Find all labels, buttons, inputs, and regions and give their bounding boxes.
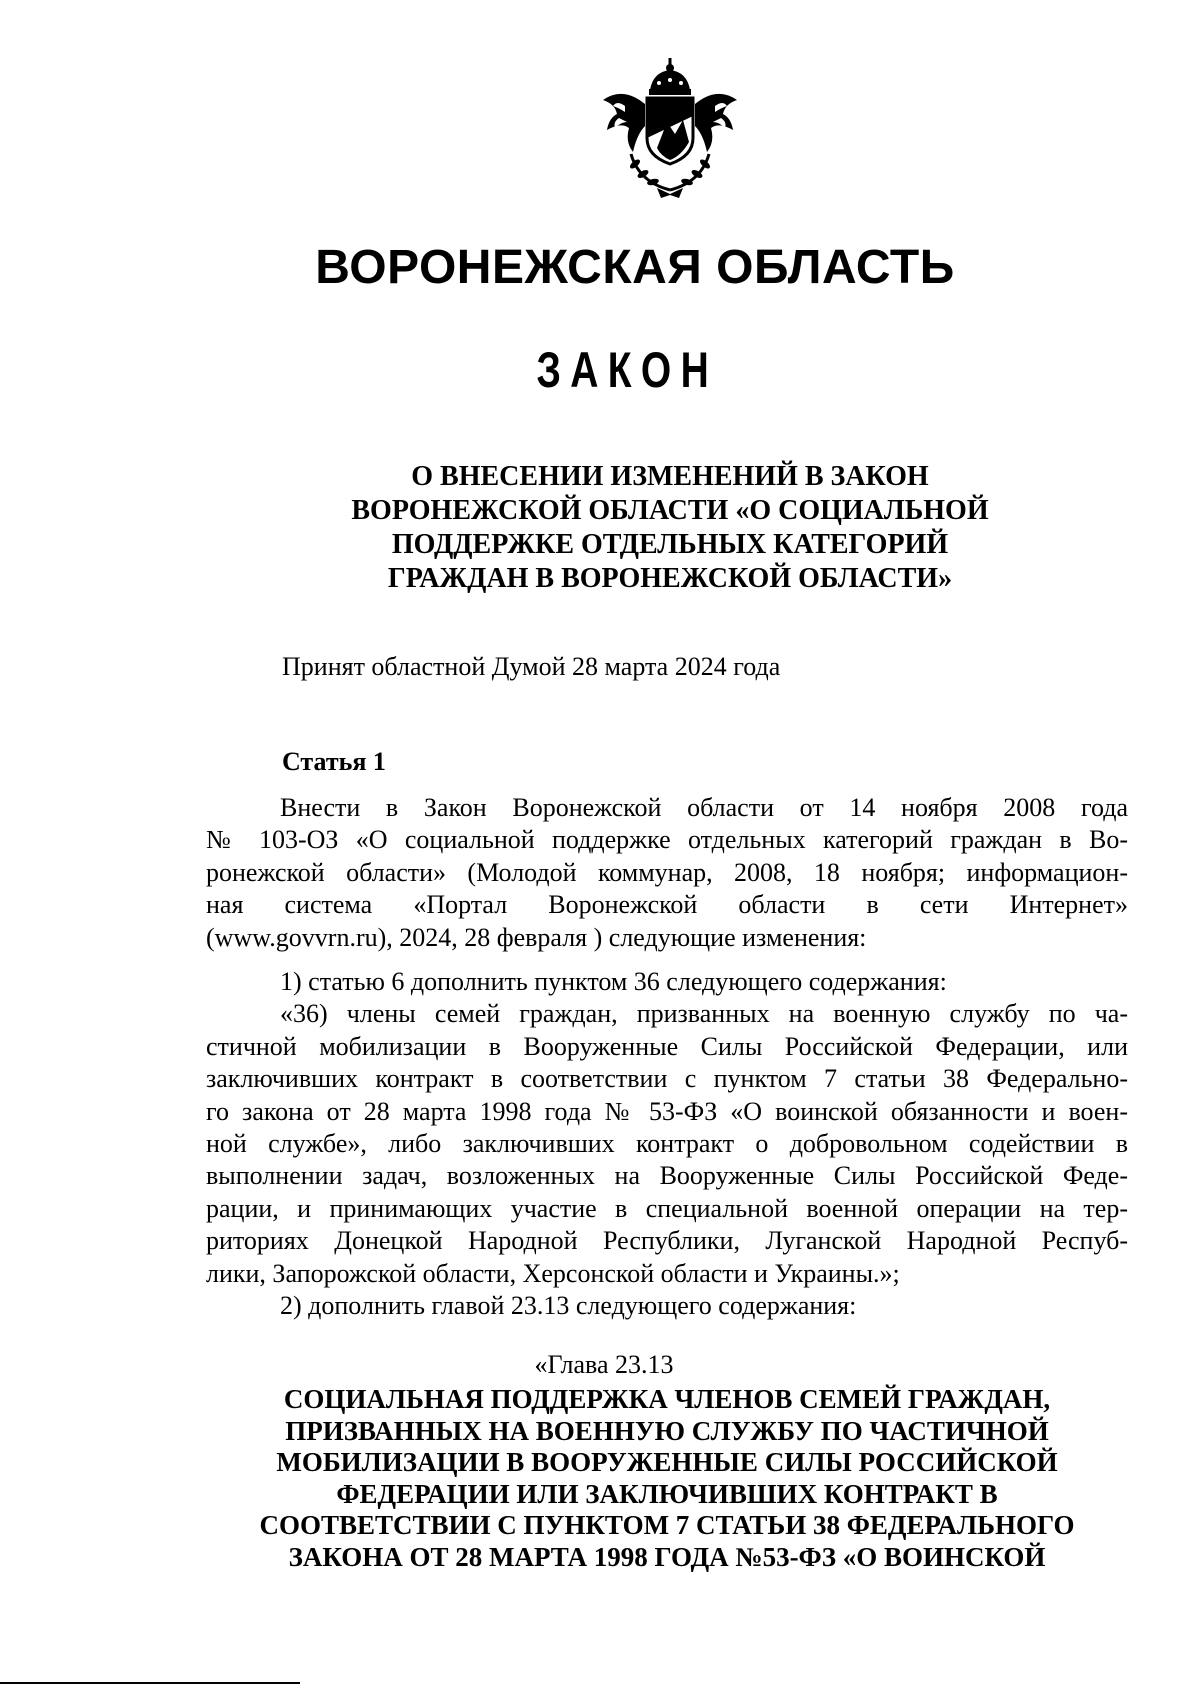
chapter-title-line: ПРИЗВАННЫХ НА ВОЕННУЮ СЛУЖБУ ПО ЧАСТИЧНОЙ xyxy=(285,1415,1049,1446)
text-line: го закона от 28 марта 1998 года № 53-ФЗ «О воинской обязанности и воен- xyxy=(206,1096,1128,1126)
text-line: лики, Запорожской области, Херсонской области и Украины.»; xyxy=(206,1258,900,1288)
text-line: (www.govvrn.ru), 2024, 28 февраля ) следующие изменения: xyxy=(206,922,867,952)
text-line: заключивших контракт в соответствии с пунктом 7 статьи 38 Федерально- xyxy=(206,1064,1128,1094)
text-line: «36) члены семей граждан, призванных на военную службу по ча- xyxy=(280,999,1128,1029)
text-line: выполнении задач, возложенных на Вооруженные Силы Российской Феде- xyxy=(206,1161,1128,1191)
text-line: стичной мобилизации в Вооруженные Силы Российской Федерации, или xyxy=(206,1031,1128,1061)
title-line: ВОРОНЕЖСКОЙ ОБЛАСТИ «О СОЦИАЛЬНОЙ xyxy=(351,495,989,526)
text-line: 2) дополнить главой 23.13 следующего содержания: xyxy=(280,1290,857,1320)
region-title: ВОРОНЕЖСКАЯ ОБЛАСТЬ xyxy=(315,241,955,294)
text-line: рации, и принимающих участие в специальной военной операции на тер- xyxy=(206,1193,1128,1223)
article-heading: Статья 1 xyxy=(282,747,386,776)
footnote-divider xyxy=(0,1682,300,1684)
title-line: ГРАЖДАН В ВОРОНЕЖСКОЙ ОБЛАСТИ» xyxy=(387,563,953,594)
document-title xyxy=(300,460,1040,596)
article-items xyxy=(206,966,1128,1322)
chapter-title-line: СОЦИАЛЬНАЯ ПОДДЕРЖКА ЧЛЕНОВ СЕМЕЙ ГРАЖДАН, xyxy=(283,1384,1051,1414)
text-line: ной службе», либо заключивших контракт о добровольном содействии в xyxy=(206,1128,1128,1158)
adoption-note: Принят областной Думой 28 марта 2024 года xyxy=(282,652,781,681)
chapter-title-line: ЗАКОНА ОТ 28 МАРТА 1998 ГОДА №53-ФЗ «О ВОИНСКОЙ xyxy=(288,1541,1046,1572)
chapter-title xyxy=(200,1384,1134,1574)
title-line: ПОДДЕРЖКЕ ОТДЕЛЬНЫХ КАТЕГОРИЙ xyxy=(391,529,949,560)
chapter-title-line: СООТВЕТСТВИИ С ПУНКТОМ 7 СТАТЬИ 38 ФЕДЕРАЛЬНОГО xyxy=(259,1510,1075,1541)
text-line: № 103-ОЗ «О социальной поддержке отдельных категорий граждан в Во- xyxy=(206,825,1128,855)
text-line: 1) статью 6 дополнить пунктом 36 следующего содержания: xyxy=(280,967,947,996)
chapter-number: «Глава 23.13 xyxy=(534,1350,674,1379)
text-line: риториях Донецкой Народной Республики, Луганской Народной Респуб- xyxy=(206,1226,1128,1256)
text-line: Внести в Закон Воронежской области от 14 ноября 2008 года xyxy=(280,793,1128,822)
text-line: ная система «Портал Воронежской области в сети Интернет» xyxy=(206,890,1128,920)
chapter-title-line: МОБИЛИЗАЦИИ В ВООРУЖЕННЫЕ СИЛЫ РОССИЙСКОЙ xyxy=(276,1447,1058,1478)
chapter-title-line: ФЕДЕРАЦИИ ИЛИ ЗАКЛЮЧИВШИХ КОНТРАКТ В xyxy=(336,1478,998,1509)
text-line: ронежской области» (Молодой коммунар, 2008, 18 ноября; информацион- xyxy=(206,857,1128,887)
article-intro xyxy=(206,792,1128,954)
coat-of-arms-icon xyxy=(595,56,745,201)
title-line: О ВНЕСЕНИИ ИЗМЕНЕНИЙ В ЗАКОН xyxy=(411,461,929,492)
document-type: ЗАКОН xyxy=(536,342,719,398)
